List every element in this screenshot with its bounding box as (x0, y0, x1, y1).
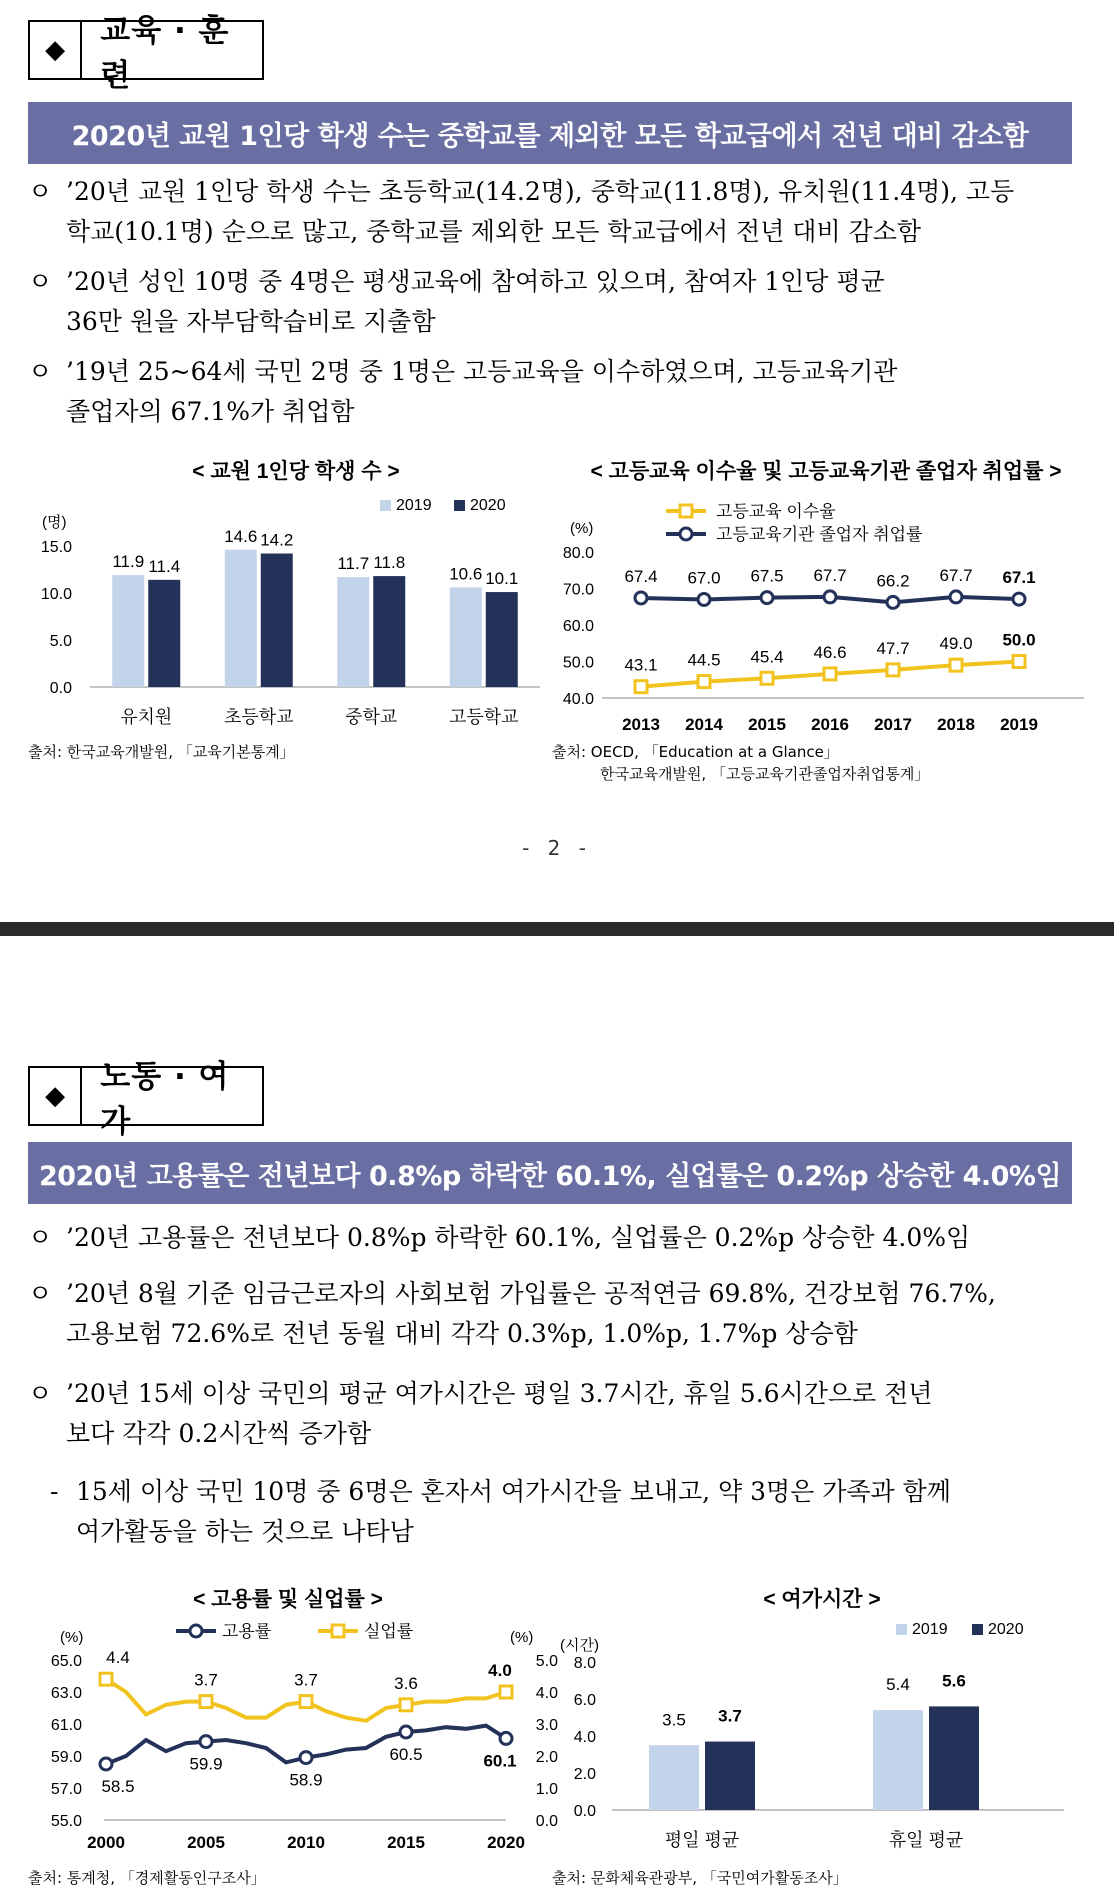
data-label: 47.7 (876, 638, 910, 658)
bar (929, 1706, 979, 1810)
data-point (635, 592, 647, 604)
employment-unemployment-chart (20, 1584, 558, 1864)
data-label: 66.2 (876, 571, 910, 591)
data-label: 58.5 (101, 1777, 135, 1796)
chart-title: < 고용률 및 실업률 > (193, 1588, 383, 1611)
legend-label: 2020 (988, 1621, 1024, 1638)
y-axis-label-left: (%) (60, 1629, 84, 1646)
y-tick-label: 40.0 (562, 691, 594, 708)
source-note: 한국교육개발원, 「고등교육기관졸업자취업통계」 (600, 765, 930, 783)
bullet-line: 36만 원을 자부담학습비로 지출함 (66, 307, 436, 336)
x-tick-label: 평일 평균 (664, 1830, 740, 1850)
page-number: - 2 - (522, 836, 592, 860)
bullet-mark: ㅇ (28, 1223, 53, 1252)
source-note: 출처: 통계청, 「경제활동인구조사」 (28, 1869, 266, 1887)
y-tick-label: 2.0 (573, 1766, 596, 1783)
data-label: 49.0 (939, 634, 973, 654)
data-point (1013, 593, 1025, 605)
x-tick-label: 2016 (811, 715, 849, 734)
data-point (887, 664, 899, 676)
data-point (100, 1673, 112, 1685)
y-tick-label: 80.0 (562, 545, 594, 562)
x-tick-label: 2015 (748, 715, 786, 734)
chart-title: < 고등교육 이수율 및 고등교육기관 졸업자 취업률 > (590, 460, 1062, 483)
legend-swatch (896, 1624, 907, 1635)
diamond-icon: ◆ (30, 1068, 82, 1124)
y-axis-label: (명) (42, 514, 67, 531)
chart-svg (20, 1584, 558, 1864)
bar (148, 580, 180, 687)
y-tick-label: 5.0 (49, 633, 72, 650)
y-tick-label: 0.0 (535, 1813, 558, 1830)
data-point (200, 1696, 212, 1708)
y-tick-label: 1.0 (535, 1781, 558, 1798)
data-label: 60.5 (389, 1745, 423, 1764)
data-label: 59.9 (189, 1754, 223, 1774)
data-label: 10.1 (485, 569, 519, 589)
y-tick-label: 61.0 (50, 1717, 82, 1734)
data-point (300, 1696, 312, 1708)
bar (337, 577, 369, 687)
chart-title: < 여가시간 > (763, 1588, 881, 1611)
bullet-mark: ㅇ (28, 357, 53, 386)
bar (705, 1742, 755, 1810)
section-title: 교육 · 훈련 (100, 13, 230, 94)
bar (486, 592, 518, 687)
x-tick-label: 2019 (1000, 715, 1038, 734)
legend-label: 고용률 (222, 1622, 272, 1641)
bullet-paragraph (28, 262, 1072, 342)
bar (450, 587, 482, 687)
y-axis-label: (%) (570, 520, 594, 537)
y-tick-label: 8.0 (573, 1655, 596, 1672)
legend-label: 실업률 (364, 1622, 414, 1641)
y-tick-label: 60.0 (562, 618, 594, 635)
headline-banner: 2020년 교원 1인당 학생 수는 중학교를 제외한 모든 학교급에서 전년 대비 감소함 (28, 102, 1072, 164)
y-tick-label: 55.0 (50, 1813, 82, 1830)
y-tick-label: 6.0 (573, 1692, 596, 1709)
sub-bullet (50, 1472, 1072, 1552)
y-tick-label: 5.0 (535, 1653, 558, 1670)
data-label: 3.6 (394, 1673, 418, 1693)
legend-swatch (972, 1624, 983, 1635)
bullet-paragraph (28, 1374, 1072, 1454)
data-label: 45.4 (750, 647, 784, 667)
data-label: 3.7 (294, 1670, 318, 1690)
x-tick-label: 2013 (622, 715, 660, 734)
bullet-line: ’20년 교원 1인당 학생 수는 초등학교(14.2명), 중학교(11.8명), 유치원(11.4명), 고등 (66, 177, 1015, 206)
y-tick-label: 65.0 (50, 1653, 82, 1670)
legend-swatch (454, 500, 465, 511)
x-tick-label: 2010 (287, 1833, 325, 1852)
section-header-labor (28, 1059, 264, 1140)
x-tick-label: 2014 (685, 715, 723, 734)
bullet-paragraph (28, 172, 1072, 252)
legend-label: 고등교육 이수율 (716, 502, 836, 521)
bar (112, 575, 144, 687)
data-point (400, 1726, 412, 1738)
y-tick-label: 4.0 (573, 1729, 596, 1746)
data-point (500, 1686, 512, 1698)
y-tick-label: 0.0 (573, 1803, 596, 1820)
y-tick-label: 57.0 (50, 1781, 82, 1798)
bullet-line: 여가활동을 하는 것으로 나타남 (76, 1517, 414, 1546)
x-tick-label: 유치원 (120, 707, 173, 727)
data-label: 11.8 (373, 553, 406, 573)
data-label: 67.5 (750, 566, 784, 586)
data-label: 44.5 (687, 650, 721, 670)
data-label: 4.4 (106, 1648, 130, 1668)
data-label: 5.6 (942, 1671, 966, 1691)
bullet-line: 학교(10.1명) 순으로 많고, 중학교를 제외한 모든 학교급에서 전년 대비 감소함 (66, 217, 921, 246)
legend-marker (332, 1625, 344, 1637)
data-label: 67.7 (939, 565, 973, 585)
x-tick-label: 중학교 (345, 707, 398, 727)
data-point (500, 1732, 512, 1744)
y-tick-label: 59.0 (50, 1749, 82, 1766)
data-point (400, 1699, 412, 1711)
x-tick-label: 2000 (87, 1833, 125, 1852)
data-label: 11.9 (112, 552, 145, 572)
data-point (950, 659, 962, 671)
data-label: 14.2 (260, 530, 294, 550)
data-label: 67.7 (813, 565, 847, 585)
source-note: 출처: 한국교육개발원, 「교육기본통계」 (28, 743, 295, 761)
bullet-paragraph (28, 1218, 1072, 1258)
data-label: 3.7 (194, 1670, 218, 1690)
y-tick-label: 63.0 (50, 1685, 82, 1702)
bullet-paragraph (28, 1274, 1072, 1354)
bar (373, 576, 405, 687)
legend-marker (680, 528, 692, 540)
legend-swatch (380, 500, 391, 511)
y-axis-label: (시간) (560, 1637, 599, 1654)
y-tick-label: 50.0 (562, 654, 594, 672)
bullet-mark: ㅇ (28, 267, 53, 296)
data-point (1013, 656, 1025, 668)
source-note: 출처: OECD, 「Education at a Glance」 (552, 743, 839, 761)
y-tick-label: 70.0 (562, 581, 594, 599)
data-label: 67.0 (687, 568, 721, 588)
x-tick-label: 2017 (874, 715, 912, 734)
data-label: 67.4 (624, 566, 658, 586)
leisure-time-chart (552, 1584, 1072, 1864)
y-tick-label: 0.0 (49, 680, 72, 697)
y-tick-label: 3.0 (535, 1717, 558, 1734)
x-tick-label: 고등학교 (448, 707, 519, 727)
legend-label: 2019 (396, 497, 432, 514)
data-point (698, 676, 710, 688)
data-label: 4.0 (488, 1661, 512, 1680)
bullet-line: ’20년 성인 10명 중 4명은 평생교육에 참여하고 있으며, 참여자 1인당 평균 (66, 267, 885, 296)
legend-marker (190, 1625, 202, 1637)
data-label: 46.6 (813, 642, 847, 662)
bullet-line: ’20년 15세 이상 국민의 평균 여가시간은 평일 3.7시간, 휴일 5.6시간으로 전년 (66, 1379, 933, 1408)
bar (649, 1745, 699, 1810)
diamond-icon: ◆ (30, 22, 82, 78)
chart-title: < 교원 1인당 학생 수 > (192, 460, 400, 483)
legend-label: 2020 (470, 497, 506, 514)
bar (261, 554, 293, 687)
data-label: 58.9 (289, 1770, 323, 1790)
data-point (761, 672, 773, 684)
data-point (761, 592, 773, 604)
data-label: 11.4 (148, 556, 181, 576)
teacher-student-ratio-chart (20, 456, 540, 736)
bar (873, 1710, 923, 1810)
data-label: 50.0 (1002, 630, 1036, 650)
source-note: 출처: 문화체육관광부, 「국민여가활동조사」 (552, 1869, 848, 1887)
data-point (824, 591, 836, 603)
legend-label: 고등교육기관 졸업자 취업률 (716, 525, 923, 544)
data-point (100, 1758, 112, 1770)
chart-svg (552, 1584, 1072, 1864)
section-header-education (28, 13, 264, 94)
bullet-mark: ㅇ (28, 177, 53, 206)
section-title: 노동 · 여가 (100, 1059, 230, 1140)
legend-marker (680, 505, 692, 517)
y-tick-label: 4.0 (535, 1685, 558, 1702)
higher-education-chart (544, 456, 1104, 746)
bar (225, 550, 257, 687)
bullet-line: 보다 각각 0.2시간씩 증가함 (66, 1419, 372, 1448)
data-label: 60.1 (483, 1751, 517, 1771)
bullet-line: ’20년 8월 기준 임금근로자의 사회보험 가입률은 공적연금 69.8%, 건강보험 76.7%, (66, 1279, 996, 1308)
y-axis-label-right: (%) (510, 1629, 534, 1646)
bullet-line: ’19년 25~64세 국민 2명 중 1명은 고등교육을 이수하였으며, 고등교육기관 (66, 357, 898, 386)
data-label: 5.4 (886, 1675, 910, 1695)
data-point (300, 1752, 312, 1764)
data-point (200, 1736, 212, 1748)
sub-bullet-mark: - (50, 1477, 59, 1506)
y-tick-label: 10.0 (40, 586, 72, 603)
legend-label: 2019 (912, 1621, 948, 1638)
y-tick-label: 15.0 (40, 539, 72, 556)
data-label: 3.7 (718, 1706, 742, 1726)
bullet-paragraph (28, 352, 1072, 432)
data-label: 67.1 (1002, 568, 1036, 588)
x-tick-label: 2015 (387, 1833, 425, 1852)
bullet-line: 15세 이상 국민 10명 중 6명은 혼자서 여가시간을 보내고, 약 3명은 가족과 함께 (76, 1477, 951, 1506)
bullet-line: ’20년 고용률은 전년보다 0.8%p 하락한 60.1%, 실업률은 0.2%p 상승한 4.0%임 (66, 1223, 971, 1252)
bullet-line: 고용보험 72.6%로 전년 동월 대비 각각 0.3%p, 1.0%p, 1.7%p 상승함 (66, 1319, 858, 1348)
data-label: 10.6 (449, 564, 483, 584)
x-tick-label: 휴일 평균 (888, 1830, 964, 1850)
x-tick-label: 2020 (487, 1833, 525, 1852)
data-label: 14.6 (224, 526, 258, 546)
headline-banner: 2020년 고용률은 전년보다 0.8%p 하락한 60.1%, 실업률은 0.2%p 상승한 4.0%임 (28, 1142, 1072, 1204)
x-tick-label: 초등학교 (223, 707, 294, 727)
chart-svg (544, 456, 1104, 746)
data-label: 11.7 (337, 554, 370, 574)
chart-svg (20, 456, 540, 736)
data-label: 3.5 (662, 1710, 686, 1730)
x-tick-label: 2005 (187, 1833, 225, 1852)
y-tick-label: 2.0 (535, 1749, 558, 1766)
data-point (824, 668, 836, 680)
data-label: 43.1 (624, 655, 658, 675)
page-divider (0, 922, 1114, 936)
x-tick-label: 2018 (937, 715, 975, 734)
bullet-mark: ㅇ (28, 1379, 53, 1408)
data-point (635, 681, 647, 693)
data-point (950, 591, 962, 603)
data-point (887, 596, 899, 608)
bullet-mark: ㅇ (28, 1279, 53, 1308)
data-point (698, 593, 710, 605)
bullet-line: 졸업자의 67.1%가 취업함 (66, 397, 355, 426)
